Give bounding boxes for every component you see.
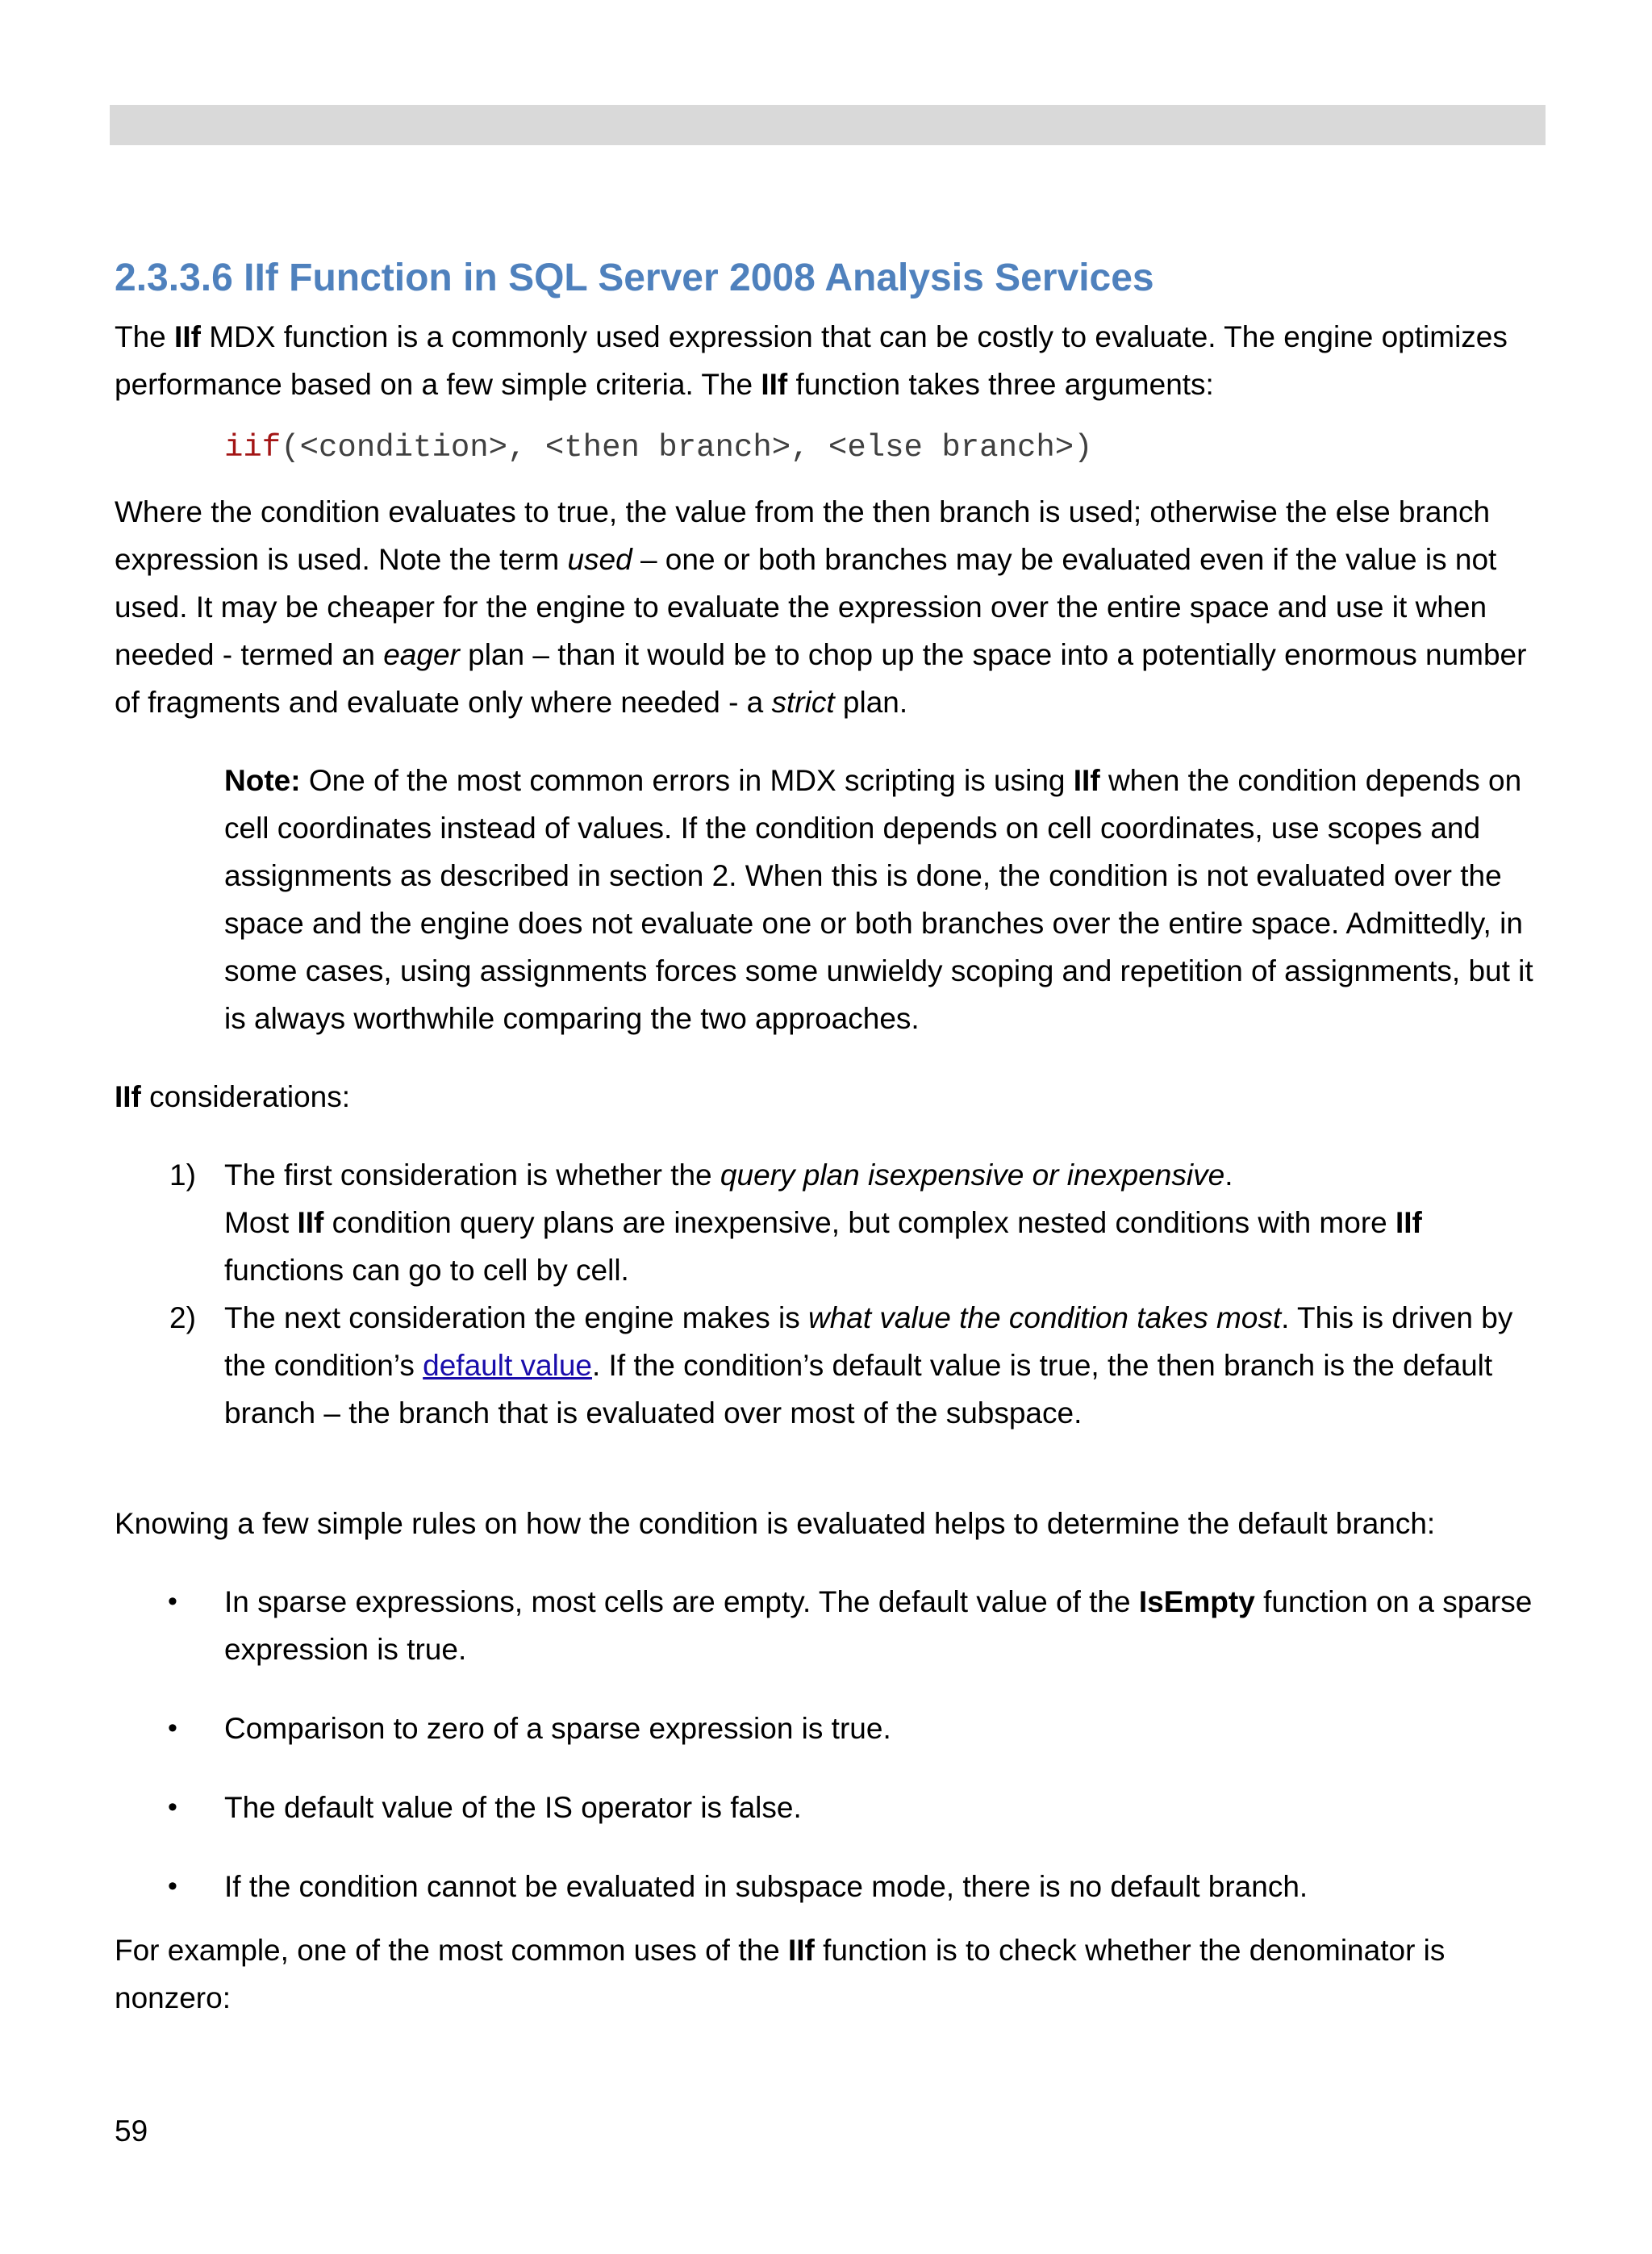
section-heading: 2.3.3.6 IIf Function in SQL Server 2008 Analysis Services bbox=[115, 257, 1154, 299]
rules-list bbox=[115, 1578, 1542, 1910]
page-header-bar bbox=[110, 105, 1546, 145]
iif-keyword: IIf bbox=[761, 368, 788, 401]
list-item: • If the condition cannot be evaluated in subspace mode, there is no default branch. bbox=[115, 1863, 1542, 1910]
list-item: 1) The first consideration is whether the query plan isexpensive or inexpensive. Most IIf condition query plans are inexpensive, but complex nested conditions with more IIf functions can go to cell by cell. bbox=[115, 1151, 1542, 1294]
page-number: 59 bbox=[115, 2114, 148, 2148]
considerations-heading: IIf considerations: bbox=[115, 1080, 351, 1113]
spacer bbox=[115, 1437, 1542, 1500]
iif-keyword: IIf bbox=[174, 320, 201, 353]
branch-evaluation-paragraph: Where the condition evaluates to true, the value from the then branch is used; otherwise the else branch expression is used. Note the term used – one or both branches may be evaluated even if the value is not used. It may be cheaper for the engine to evaluate the expression over the entire space and use it when needed - termed an eager plan – than it would be to chop up the space into a potentially enormous number of fragments and evaluate only where needed - a strict plan. bbox=[115, 495, 1527, 719]
list-number: 2) bbox=[169, 1301, 196, 1334]
bullet-icon: • bbox=[168, 1792, 177, 1822]
rules-intro-paragraph: Knowing a few simple rules on how the condition is evaluated helps to determine the default branch: bbox=[115, 1507, 1436, 1540]
bullet-icon: • bbox=[168, 1586, 177, 1617]
intro-paragraph: The IIf MDX function is a commonly used expression that can be costly to evaluate. The engine optimizes performance based on a few simple criteria. The IIf function takes three arguments: bbox=[115, 320, 1508, 401]
code-function-name: iif bbox=[224, 430, 282, 465]
default-value-link[interactable]: default value bbox=[423, 1349, 592, 1382]
note-label: Note: bbox=[224, 764, 301, 797]
code-sample bbox=[224, 424, 1542, 472]
list-item: • The default value of the IS operator is false. bbox=[115, 1784, 1542, 1831]
code-arguments: (<condition>, <then branch>, <else branch>) bbox=[281, 430, 1093, 465]
list-item: • In sparse expressions, most cells are empty. The default value of the IsEmpty function on a sparse expression is true. bbox=[115, 1578, 1542, 1673]
list-number: 1) bbox=[169, 1158, 196, 1192]
document-body bbox=[115, 250, 1542, 2022]
list-item: • Comparison to zero of a sparse expression is true. bbox=[115, 1705, 1542, 1752]
bullet-icon: • bbox=[168, 1871, 177, 1901]
note-block: Note: One of the most common errors in MDX scripting is using IIf when the condition depends on cell coordinates instead of values. If the condition depends on cell coordinates, use scopes and assignments as described in section 2. When this is done, the condition is not evaluated over the space and the engine does not evaluate one or both branches over the entire space. Admittedly, in some cases, using assignments forces some unwieldy scoping and repetition of assignments, but it is always worthwhile comparing the two approaches. bbox=[224, 764, 1533, 1035]
considerations-list bbox=[115, 1151, 1542, 1437]
bullet-icon: • bbox=[168, 1713, 177, 1743]
example-paragraph: For example, one of the most common uses of the IIf function is to check whether the denominator is nonzero: bbox=[115, 1934, 1446, 2014]
list-item: 2) The next consideration the engine makes is what value the condition takes most. This is driven by the condition’s default value. If the condition’s default value is true, the then branch is the default branch – the branch that is evaluated over most of the subspace. bbox=[115, 1294, 1542, 1437]
